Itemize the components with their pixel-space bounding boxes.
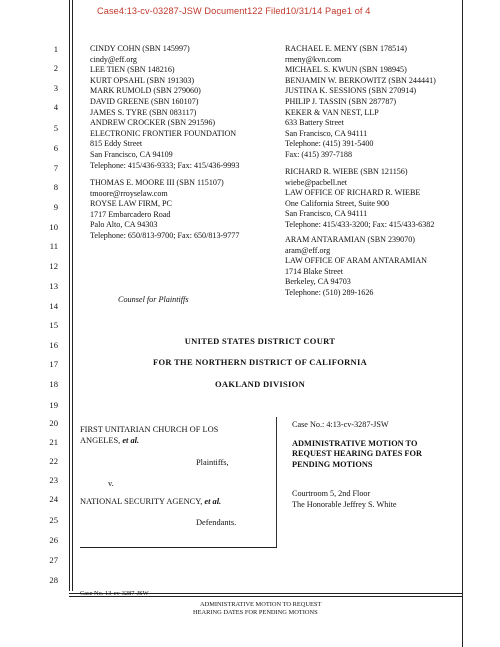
counsel-left-line: MARK RUMOLD (SBN 279060): [90, 86, 201, 96]
motion-title: [292, 439, 422, 470]
counsel-right2-line: RICHARD R. WIEBE (SBN 121156): [285, 167, 408, 176]
caption-parties: [80, 425, 218, 446]
counsel-left-line: Telephone: 415/436-9333; Fax: 415/436-9993: [90, 160, 240, 170]
versus: v.: [108, 479, 114, 488]
counsel-left2-line: THOMAS E. MOORE III (SBN 115107): [90, 178, 224, 187]
line-number: 11: [49, 241, 58, 251]
line-number: 8: [53, 182, 58, 192]
counsel-right-line: KEKER & VAN NEST, LLP: [285, 107, 379, 117]
caption-underline: [80, 547, 277, 548]
counsel-right3-line: ARAM ANTARAMIAN (SBN 239070): [285, 235, 415, 244]
counsel-left-line: CINDY COHN (SBN 145997): [90, 44, 190, 53]
line-number: 18: [49, 379, 58, 389]
right-margin-rule: [462, 0, 463, 647]
court-district: FOR THE NORTHERN DISTRICT OF CALIFORNIA: [152, 357, 368, 367]
counsel-block-left-2: [90, 178, 239, 242]
left-margin-rule: [69, 0, 70, 591]
line-number: 27: [49, 555, 58, 565]
motion-title-line: REQUEST HEARING DATES FOR: [292, 449, 422, 459]
line-number: 3: [53, 83, 58, 93]
line-number: 25: [49, 515, 58, 525]
line-number: 21: [49, 437, 58, 447]
counsel-right3-line: Telephone: (510) 289-1626: [285, 287, 374, 297]
line-number: 22: [49, 456, 58, 466]
et-al: et al.: [204, 497, 222, 506]
line-number: 17: [49, 359, 58, 369]
line-number: 19: [49, 400, 58, 410]
motion-title-line: PENDING MOTIONS: [292, 459, 373, 469]
line-number: 9: [53, 202, 58, 212]
counsel-right2-line: LAW OFFICE OF RICHARD R. WIEBE: [285, 188, 421, 198]
line-number: 6: [53, 143, 58, 153]
counsel-right-line: PHILIP J. TASSIN (SBN 287787): [285, 96, 397, 106]
line-number: 24: [49, 494, 58, 504]
ecf-header-stamp: Case4:13-cv-03287-JSW Document122 Filed10/31/14 Page1 of 4: [97, 6, 371, 16]
defendant-name-part: NATIONAL SECURITY AGENCY,: [80, 497, 203, 506]
counsel-left2-line: 1717 Embarcadero Road: [90, 209, 171, 219]
counsel-right-line: San Francisco, CA 94111: [285, 128, 368, 138]
line-number: 15: [49, 320, 58, 330]
counsel-left-line: 815 Eddy Street: [90, 139, 143, 149]
counsel-right-line: rmeny@kvn.com: [285, 54, 342, 64]
counsel-left-line: cindy@eff.org: [90, 54, 137, 64]
counsel-left2-line: Telephone: 650/813-9700; Fax: 650/813-9777: [90, 230, 240, 240]
counsel-right-line: Fax: (415) 397-7188: [285, 149, 352, 159]
counsel-block-right-2: [285, 167, 434, 231]
line-number: 13: [49, 281, 58, 291]
line-number: 26: [49, 535, 58, 545]
counsel-right-line: 633 Battery Street: [285, 118, 344, 128]
counsel-left2-line: ROYSE LAW FIRM, PC: [90, 199, 172, 209]
counsel-right2-line: wiebe@pacbell.net: [285, 177, 348, 187]
line-number: 1: [53, 44, 58, 54]
counsel-right2-line: One California Street, Suite 900: [285, 198, 390, 208]
line-number: 4: [53, 102, 58, 112]
line-number: 12: [49, 261, 58, 271]
courtroom: Courtroom 5, 2nd Floor: [292, 489, 371, 498]
counsel-right3-line: 1714 Blake Street: [285, 266, 343, 276]
counsel-block-right-3: [285, 235, 427, 299]
counsel-for-label: Counsel for Plaintiffs: [118, 295, 189, 304]
line-number: 16: [49, 340, 58, 350]
counsel-left-line: KURT OPSAHL (SBN 191303): [90, 75, 195, 85]
defendant-name: [80, 497, 221, 506]
line-number: 20: [49, 418, 58, 428]
footer-case-number: Case No. 13-cv-3287-JSW: [80, 590, 149, 597]
counsel-left-line: JAMES S. TYRE (SBN 083117): [90, 107, 197, 117]
left-margin-rule-inner: [72, 0, 73, 591]
court-division: OAKLAND DIVISION: [214, 379, 306, 389]
line-number: 14: [49, 301, 58, 311]
counsel-block-right: [285, 44, 436, 161]
counsel-left-line: DAVID GREENE (SBN 160107): [90, 96, 199, 106]
counsel-left-line: LEE TIEN (SBN 148216): [90, 65, 175, 75]
counsel-left-line: San Francisco, CA 94109: [90, 149, 173, 159]
counsel-right-line: JUSTINA K. SESSIONS (SBN 270914): [285, 86, 417, 96]
counsel-left-line: ELECTRONIC FRONTIER FOUNDATION: [90, 128, 237, 138]
line-number: 7: [53, 163, 58, 173]
counsel-right2-line: San Francisco, CA 94111: [285, 209, 368, 219]
line-number: 10: [49, 222, 58, 232]
et-al: et al.: [122, 435, 140, 445]
courtroom-info: [292, 489, 397, 510]
plaintiffs-label: Plaintiffs,: [196, 458, 229, 467]
counsel-right-line: Telephone: (415) 391-5400: [285, 139, 374, 149]
line-number: 23: [49, 475, 58, 485]
line-number: 2: [53, 63, 58, 73]
line-number: 28: [49, 575, 58, 585]
plaintiff-name-cont: [80, 436, 218, 447]
judge: The Honorable Jeffrey S. White: [292, 499, 397, 509]
court-name: UNITED STATES DISTRICT COURT: [184, 336, 336, 346]
counsel-right3-line: aram@eff.org: [285, 245, 331, 255]
counsel-right-line: BENJAMIN W. BERKOWITZ (SBN 244441): [285, 75, 436, 85]
counsel-left2-line: Palo Alto, CA 94303: [90, 220, 158, 230]
counsel-right-line: MICHAEL S. KWUN (SBN 198945): [285, 65, 407, 75]
case-number: Case No.: 4:13-cv-3287-JSW: [292, 420, 389, 429]
counsel-left-line: ANDREW CROCKER (SBN 291596): [90, 118, 216, 128]
plaintiff-name: FIRST UNITARIAN CHURCH OF LOS: [80, 425, 219, 434]
footer-title-2: HEARING DATES FOR PENDING MOTIONS: [193, 609, 318, 616]
counsel-left2-line: tmoore@rroyselaw.com: [90, 188, 168, 198]
footer-title-1: ADMINISTRATIVE MOTION TO REQUEST: [200, 601, 322, 608]
caption-divider: [276, 417, 277, 547]
motion-title-line: ADMINISTRATIVE MOTION TO: [292, 439, 418, 448]
counsel-right3-line: LAW OFFICE OF ARAM ANTARAMIAN: [285, 256, 428, 266]
counsel-right3-line: Berkeley, CA 94703: [285, 277, 351, 287]
counsel-right-line: RACHAEL E. MENY (SBN 178514): [285, 44, 407, 53]
line-number: 5: [53, 123, 58, 133]
counsel-block-left: [90, 44, 239, 171]
defendants-label: Defendants.: [196, 518, 237, 527]
plaintiff-name-part: ANGELES,: [80, 435, 121, 445]
counsel-right2-line: Telephone: 415/433-3200; Fax: 415/433-6382: [285, 219, 435, 229]
